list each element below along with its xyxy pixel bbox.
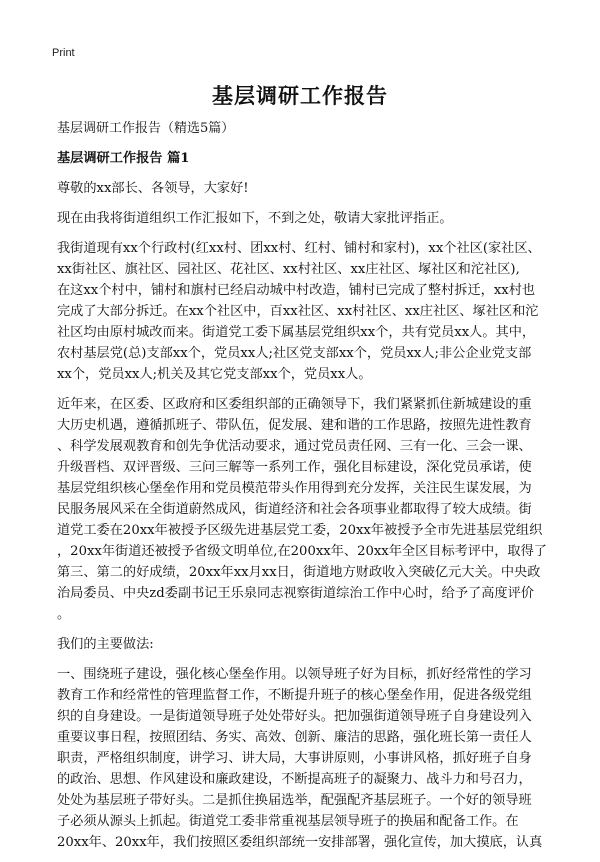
document-body bbox=[57, 118, 547, 862]
paragraph-team-building bbox=[57, 664, 547, 853]
print-label[interactable]: Print bbox=[52, 47, 75, 59]
document-title: 基层调研工作报告 bbox=[212, 83, 388, 108]
paragraph-line: xx个，党员xx人;机关及其它党支部xx个，党员xx人。 bbox=[57, 367, 372, 382]
paragraph-line: ，20xx年街道还被授予省级文明单位,在200xx年、20xx年全区目标考评中，取得了 bbox=[57, 544, 547, 559]
paragraph-line: 在这xx个村中，铺村和旗村已经启动城中村改造，铺村已完成了整村拆迁，xx村也 bbox=[57, 283, 536, 298]
paragraph-line: 织的自身建设。一是街道领导班子处处带好头。把加强街道领导班子自身建设列入 bbox=[57, 709, 532, 724]
paragraph-line: 我街道现有xx个行政村(红xx村、团xx村、红村、铺村和家村)，xx个社区(家社区、 bbox=[57, 241, 541, 256]
paragraph-line: 农村基层党(总)支部xx个，党员xx人;社区党支部xx个，党员xx人;非公企业党支部 bbox=[57, 346, 532, 361]
paragraph-line: 、科学发展观教育和创先争优活动要求，通过党员责任网、三有一化、三会一课、 bbox=[57, 439, 532, 454]
paragraph-line: 道党工委在20xx年被授予区级先进基层党工委，20xx年被授予全市先进基层党组织 bbox=[57, 523, 543, 538]
paragraph-village-overview bbox=[57, 238, 547, 385]
paragraph-line: 一、围绕班子建设，强化核心堡垒作用。以领导班子好为目标，抓好经常性的学习 bbox=[57, 667, 532, 682]
paragraph-line: 升级晋档、双评晋级、三问三解等一系列工作，强化目标建设，深化党员承诺，使 bbox=[57, 460, 532, 475]
paragraph-line: 子必须从源头上抓起。街道党工委非常重视基层领导班子的换届和配备工作。在 bbox=[57, 814, 519, 829]
paragraph-line: 职责，严格组织制度，讲学习、讲大局，大事讲原则，小事讲风格，抓好班子自身 bbox=[57, 751, 532, 766]
document-subtitle: 基层调研工作报告（精选5篇） bbox=[57, 121, 235, 136]
paragraph-line: xx街社区、旗社区、园社区、花社区、xx村社区、xx庄社区、塚社区和沱社区), bbox=[57, 262, 520, 277]
paragraph-line: 处处为基层班子带好头。二是抓住换届选举，配强配齐基层班子。一个好的领导班 bbox=[57, 793, 532, 808]
paragraph-line: 基层党组织核心堡垒作用和党员模范带头作用得到充分发挥，关注民生谋发展，为 bbox=[57, 481, 532, 496]
greeting-paragraph: 尊敬的xx部长、各领导，大家好! bbox=[57, 181, 249, 196]
main-work-label: 我们的主要做法: bbox=[57, 637, 154, 652]
paragraph-line: 完成了大部分拆迁。在xx个社区中，百xx社区、xx村社区、xx庄社区、塚社区和沱 bbox=[57, 304, 539, 319]
paragraph-line: 教育工作和经常性的管理监督工作，不断提升班子的核心堡垒作用，促进各级党组 bbox=[57, 688, 532, 703]
paragraph-line: 民服务展风采在全街道蔚然成风，街道经济和社会各项事业都取得了较大成绩。街 bbox=[57, 502, 532, 517]
paragraph-line: 第三、第二的好成绩，20xx年xx月xx日，街道地方财政收入突破亿元大关。中央政 bbox=[57, 565, 541, 580]
paragraph-line: 的政治、思想、作风建设和廉政建设，不断提高班子的凝聚力、战斗力和号召力， bbox=[57, 772, 532, 787]
paragraph-line: 社区均由原村城改而来。街道党工委下属基层党组织xx个，共有党员xx人。其中， bbox=[57, 325, 536, 340]
paragraph-line: 大历史机遇，遵循抓班子、带队伍，促发展、建和谐的工作思路，按照先进性教育 bbox=[57, 418, 532, 433]
paragraph-line: 20xx年、20xx年，我们按照区委组织部统一安排部署，强化宣传，加大摸底，认真 bbox=[57, 835, 543, 850]
paragraph-line: 重要议事日程，按照团结、务实、高效、创新、廉洁的思路，强化班长第一责任人 bbox=[57, 730, 532, 745]
paragraph-line: 近年来，在区委、区政府和区委组织部的正确领导下，我们紧紧抓住新城建设的重 bbox=[57, 397, 532, 412]
paragraph-line: 。 bbox=[57, 607, 71, 622]
paragraph-line: 治局委员、中央zd委副书记王乐泉同志视察街道综治工作中心时，给予了高度评价 bbox=[57, 586, 534, 601]
paragraph-achievements bbox=[57, 394, 547, 625]
section-heading: 基层调研工作报告 篇1 bbox=[57, 151, 190, 166]
intro-paragraph: 现在由我将街道组织工作汇报如下，不到之处，敬请大家批评指正。 bbox=[57, 211, 453, 226]
